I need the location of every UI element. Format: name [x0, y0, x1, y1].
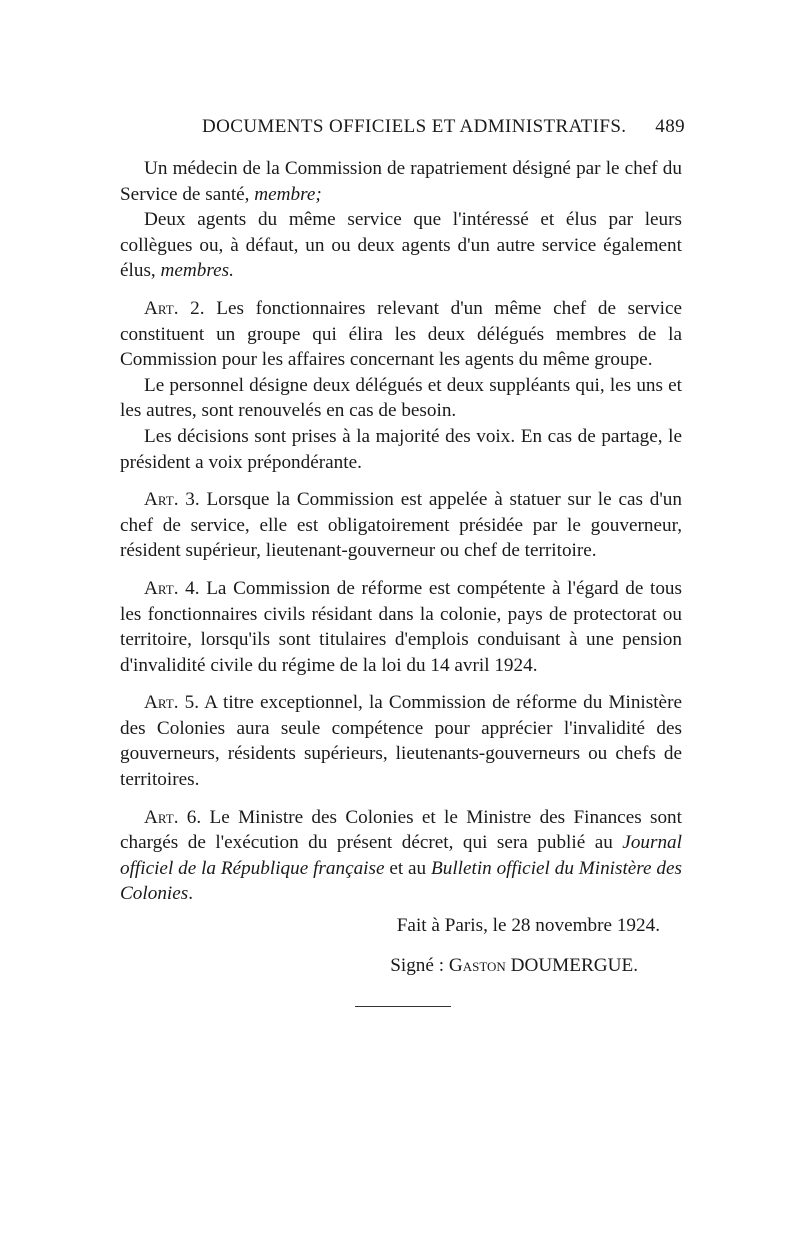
article-6 — [120, 805, 682, 907]
article-text: La Commission de réforme est compétente à l'égard de tous les fonctionnaires civils résidant dans la colonie, pays de protectorat ou territoire, lorsqu'ils sont titulaires d'emplois conduisant à une pension d'invalidité civile du régime de la loi du 14 avril 1924. — [120, 577, 682, 676]
bulletin-title: Bulletin officiel du Ministère des Colonies — [120, 857, 682, 905]
article-text: Les fonctionnaires relevant d'un même chef de service constituent un groupe qui élira les deux délégués membres de la Commission pour les affaires concernant les agents du même groupe. — [120, 297, 682, 371]
journal-title: Journal officiel de la République française — [120, 832, 682, 879]
article-5 — [120, 690, 682, 792]
article-2 — [120, 296, 682, 373]
italic-text: membre; — [254, 183, 322, 205]
article-2-paragraph-3 — [120, 424, 682, 475]
article-text: et au — [384, 857, 431, 879]
article-label: Art. 6. — [144, 806, 202, 828]
signature-prefix: Signé : — [390, 954, 449, 976]
article-text: Le Ministre des Colonies et le Ministre des Finances sont chargés de l'exécution du présent décret, qui sera publié au — [120, 806, 682, 854]
signatory-last-name: DOUMERGUE. — [505, 954, 638, 976]
paragraph-text: Un médecin de la Commission de rapatriement désigné par le chef du Service de santé, — [120, 158, 682, 205]
article-label: Art. 3. — [144, 489, 200, 511]
article-text: A titre exceptionnel, la Commission de réforme du Ministère des Colonies aura seule compétence pour apprécier l'invalidité des gouverneurs, résidents supérieurs, lieutenants-gouverneurs ou chefs de territoires. — [120, 692, 682, 791]
paragraph-text: Les décisions sont prises à la majorité des voix. En cas de partage, le président a voix prépondérante. — [120, 425, 682, 473]
paragraph-text: Deux agents du même service que l'intéressé et élus par leurs collègues ou, à défaut, un ou deux agents d'un autre service également élus, — [120, 209, 682, 282]
article-text: Lorsque la Commission est appelée à statuer sur le cas d'un chef de service, elle est obligatoirement présidée par le gouverneur, résident supérieur, lieutenant-gouverneur ou chef de territoire. — [120, 489, 682, 562]
article-label: Art. 2. — [144, 297, 205, 319]
signature-line — [120, 953, 682, 979]
place-date-line: Fait à Paris, le 28 novembre 1924. — [396, 915, 660, 937]
paragraph-medecin — [120, 156, 682, 207]
running-head: DOCUMENTS OFFICIELS ET ADMINISTRATIFS. — [202, 116, 627, 137]
document-body — [120, 156, 682, 978]
article-2-paragraph-2 — [120, 373, 682, 424]
page-header — [120, 116, 685, 142]
article-3 — [120, 487, 682, 564]
signatory-first-name: Gaston — [448, 954, 506, 976]
page-number: 489 — [655, 116, 685, 137]
paragraph-agents — [120, 207, 682, 284]
article-4 — [120, 576, 682, 678]
italic-text: membres. — [160, 260, 234, 282]
article-label: Art. 4. — [144, 577, 200, 599]
article-label: Art. 5. — [144, 692, 199, 714]
paragraph-text: Le personnel désigne deux délégués et deux suppléants qui, les uns et les autres, sont renouvelés en cas de besoin. — [120, 374, 682, 422]
closing-rule — [355, 1006, 451, 1007]
article-text: . — [188, 883, 194, 905]
